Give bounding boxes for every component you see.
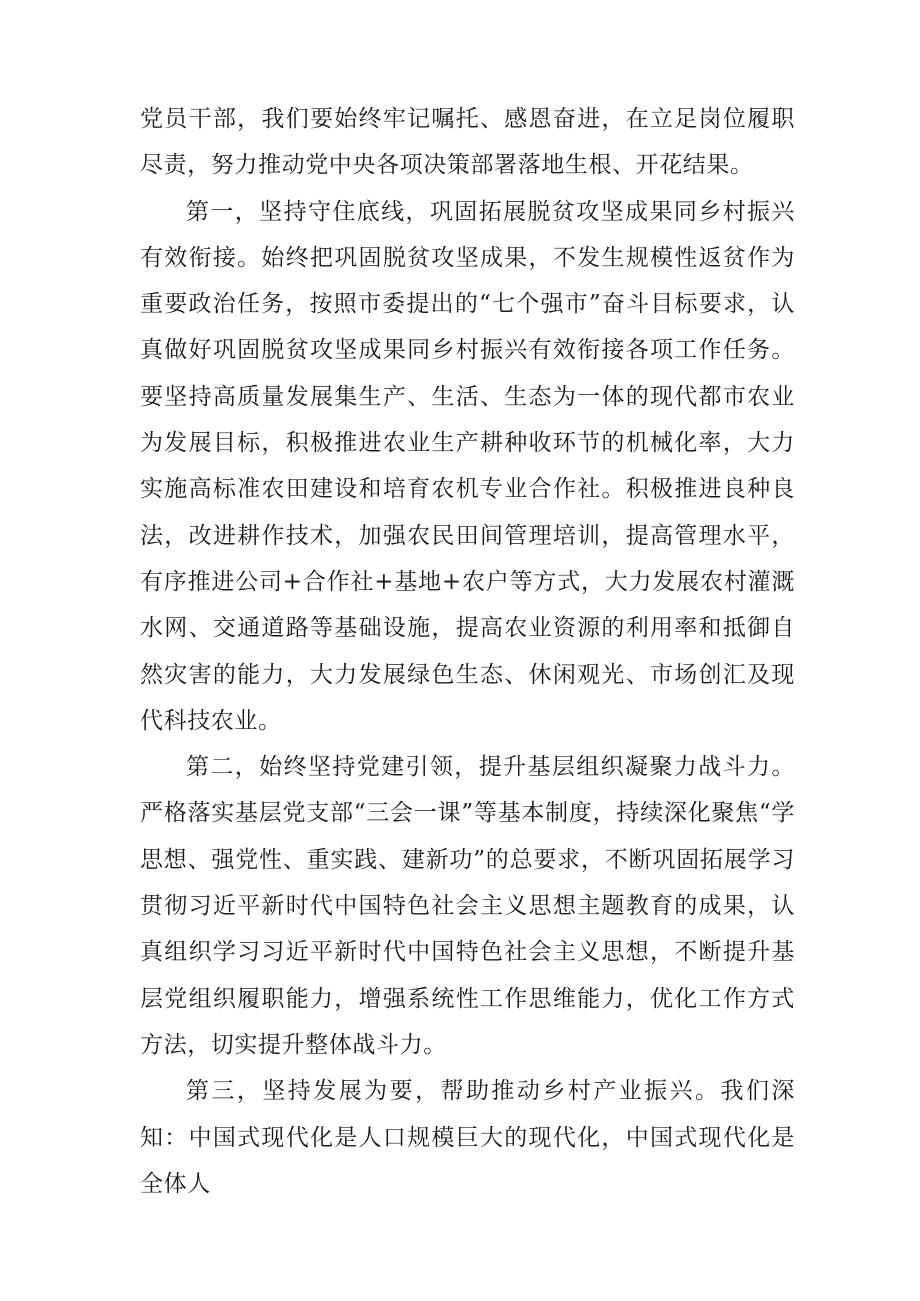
- paragraph-intro-continued: 党员干部，我们要始终牢记嘱托、感恩奋进，在立足岗位履职尽责，努力推动党中央各项决策部署落地生根、开花结果。: [140, 106, 795, 179]
- paragraph-third-point: 第三，坚持发展为要，帮助推动乡村产业振兴。我们深知：中国式现代化是人口规模巨大的现代化，中国式现代化是全体人: [140, 1078, 795, 1197]
- document-body: [140, 96, 795, 1207]
- paragraph-second-point: 第二，始终坚持党建引领，提升基层组织凝聚力战斗力。严格落实基层党支部“三会一课”等基本制度，持续深化聚焦“学思想、强党性、重实践、建新功”的总要求，不断巩固拓展学习贯彻习近平新时代中国特色社会主义思想主题教育的成果，认真组织学习习近平新时代中国特色社会主义思想，不断提升基层党组织履职能力，增强系统性工作思维能力，优化工作方式方法，切实提升整体战斗力。: [140, 754, 795, 1058]
- paragraph-first-point: 第一，坚持守住底线，巩固拓展脱贫攻坚成果同乡村振兴有效衔接。始终把巩固脱贫攻坚成果，不发生规模性返贫作为重要政治任务，按照市委提出的“七个强市”奋斗目标要求，认真做好巩固脱贫攻坚成果同乡村振兴有效衔接各项工作任务。要坚持高质量发展集生产、生活、生态为一体的现代都市农业为发展目标，积极推进农业生产耕种收环节的机械化率，大力实施高标准农田建设和培育农机专业合作社。积极推进良种良法，改进耕作技术，加强农民田间管理培训，提高管理水平，有序推进公司+合作社+基地+农户等方式，大力发展农村灌溉水网、交通道路等基础设施，提高农业资源的利用率和抵御自然灾害的能力，大力发展绿色生态、休闲观光、市场创汇及现代科技农业。: [140, 198, 795, 734]
